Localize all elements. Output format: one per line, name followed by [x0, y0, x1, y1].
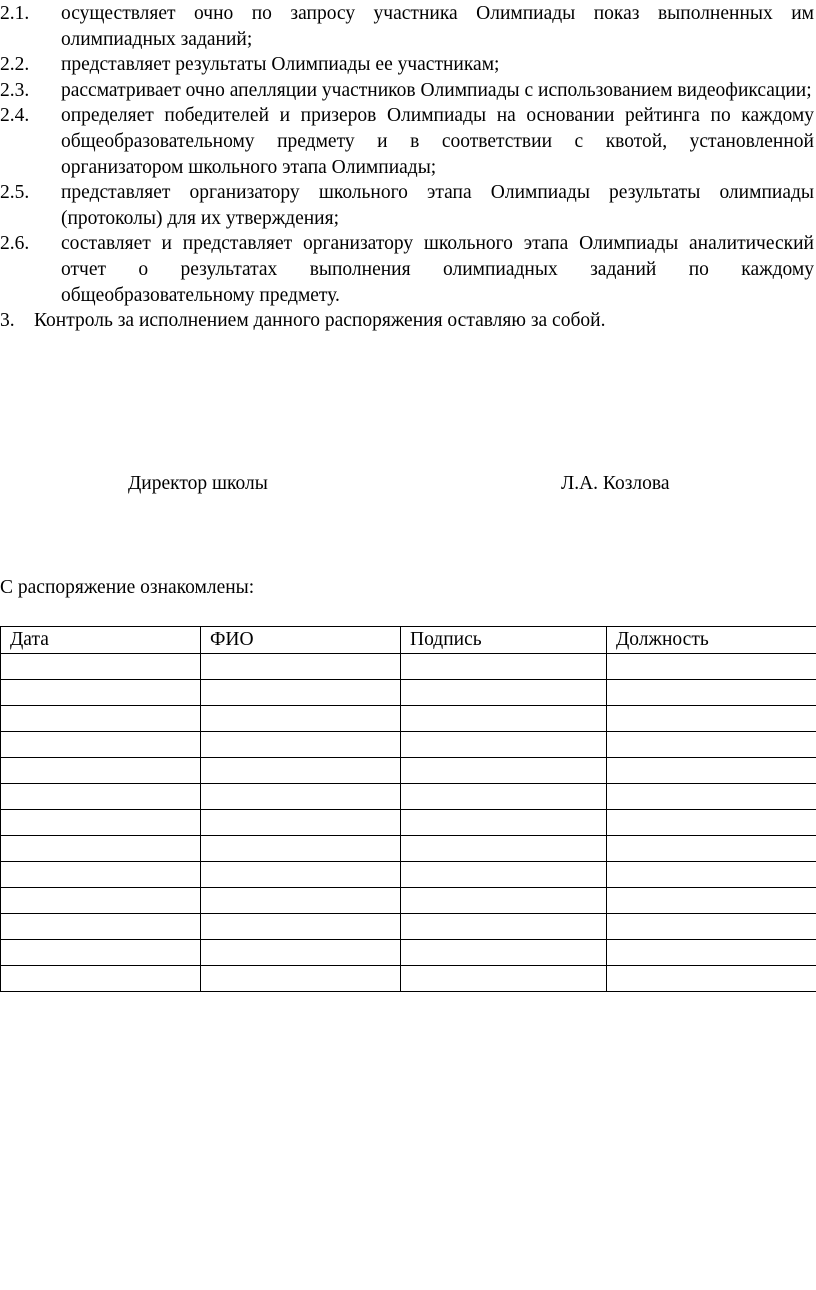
- date-cell: [1, 966, 201, 992]
- list-item: [0, 180, 814, 231]
- table-row: [1, 706, 816, 732]
- signature-cell: [401, 810, 607, 836]
- list-item-text: рассматривает очно апелляции участников Олимпиады с использованием видеофиксации;: [61, 79, 812, 101]
- table-row: [1, 732, 816, 758]
- list-item-text: составляет и представляет организатору школьного этапа Олимпиады аналитический отчет о результатах выполнения олимпиадных заданий по каждому общеобразовательному предмету.: [61, 233, 814, 306]
- clause-text: Контроль за исполнением данного распоряжения оставляю за собой.: [34, 310, 606, 332]
- name-cell: [201, 758, 401, 784]
- date-cell: [1, 836, 201, 862]
- signature-name: Л.А. Козлова: [561, 473, 670, 494]
- name-cell: [201, 810, 401, 836]
- signature-cell: [401, 862, 607, 888]
- name-cell: [201, 784, 401, 810]
- signature-cell: [401, 836, 607, 862]
- list-item-number: 2.3.: [0, 79, 30, 101]
- signature-cell: [401, 966, 607, 992]
- date-cell: [1, 940, 201, 966]
- table-row: [1, 758, 816, 784]
- signature-role: Директор школы: [128, 473, 268, 494]
- list-item-text: представляет результаты Олимпиады ее участникам;: [61, 54, 500, 76]
- name-cell: [201, 654, 401, 680]
- date-cell: [1, 758, 201, 784]
- table-row: [1, 966, 816, 992]
- column-header-name: ФИО: [201, 627, 401, 654]
- position-cell: [607, 654, 816, 680]
- date-cell: [1, 654, 201, 680]
- table-row: [1, 654, 816, 680]
- position-cell: [607, 836, 816, 862]
- signature-cell: [401, 784, 607, 810]
- name-cell: [201, 966, 401, 992]
- table-body: [1, 654, 816, 992]
- date-cell: [1, 706, 201, 732]
- position-cell: [607, 940, 816, 966]
- list-item-number: 2.6.: [0, 233, 30, 255]
- position-cell: [607, 706, 816, 732]
- acknowledgement-table: [0, 626, 816, 992]
- list-item: [0, 231, 814, 308]
- position-cell: [607, 888, 816, 914]
- column-header-date: Дата: [1, 627, 201, 654]
- list-item: [0, 1, 814, 52]
- date-cell: [1, 888, 201, 914]
- position-cell: [607, 784, 816, 810]
- signature-cell: [401, 654, 607, 680]
- table-row: [1, 810, 816, 836]
- signature-cell: [401, 914, 607, 940]
- signature-cell: [401, 888, 607, 914]
- table-row: [1, 914, 816, 940]
- list-item-number: 2.5.: [0, 182, 30, 204]
- table-row: [1, 836, 816, 862]
- column-header-position: Должность: [607, 627, 816, 654]
- name-cell: [201, 862, 401, 888]
- table-header-row: [1, 627, 816, 654]
- position-cell: [607, 758, 816, 784]
- list-item: [0, 103, 814, 180]
- clause-number: 3.: [0, 310, 15, 332]
- control-clause: [0, 308, 814, 334]
- name-cell: [201, 914, 401, 940]
- date-cell: [1, 862, 201, 888]
- column-header-signature: Подпись: [401, 627, 607, 654]
- date-cell: [1, 810, 201, 836]
- date-cell: [1, 914, 201, 940]
- position-cell: [607, 732, 816, 758]
- list-item: [0, 78, 814, 104]
- name-cell: [201, 888, 401, 914]
- list-item-text: осуществляет очно по запросу участника Олимпиады показ выполненных им олимпиадных заданий;: [61, 3, 814, 50]
- signature-cell: [401, 940, 607, 966]
- list-item-number: 2.2.: [0, 54, 30, 76]
- signature-cell: [401, 706, 607, 732]
- list-item-text: определяет победителей и призеров Олимпиады на основании рейтинга по каждому общеобразовательному предмету и в соответствии с квотой, установленной организатором школьного этапа Олимпиады;: [61, 105, 814, 178]
- date-cell: [1, 784, 201, 810]
- table-row: [1, 888, 816, 914]
- numbered-list: [0, 1, 814, 334]
- list-item: [0, 52, 814, 78]
- list-item-number: 2.4.: [0, 105, 30, 127]
- table-row: [1, 862, 816, 888]
- position-cell: [607, 966, 816, 992]
- signature-cell: [401, 732, 607, 758]
- position-cell: [607, 914, 816, 940]
- table-row: [1, 940, 816, 966]
- list-item-number: 2.1.: [0, 3, 30, 24]
- table-row: [1, 680, 816, 706]
- name-cell: [201, 836, 401, 862]
- name-cell: [201, 680, 401, 706]
- signature-cell: [401, 758, 607, 784]
- table-row: [1, 784, 816, 810]
- date-cell: [1, 732, 201, 758]
- signature-cell: [401, 680, 607, 706]
- acknowledgement-label: С распоряжение ознакомлены:: [0, 577, 255, 598]
- position-cell: [607, 680, 816, 706]
- position-cell: [607, 862, 816, 888]
- name-cell: [201, 732, 401, 758]
- name-cell: [201, 706, 401, 732]
- position-cell: [607, 810, 816, 836]
- date-cell: [1, 680, 201, 706]
- name-cell: [201, 940, 401, 966]
- list-item-text: представляет организатору школьного этапа Олимпиады результаты олимпиады (протоколы) для их утверждения;: [61, 182, 814, 229]
